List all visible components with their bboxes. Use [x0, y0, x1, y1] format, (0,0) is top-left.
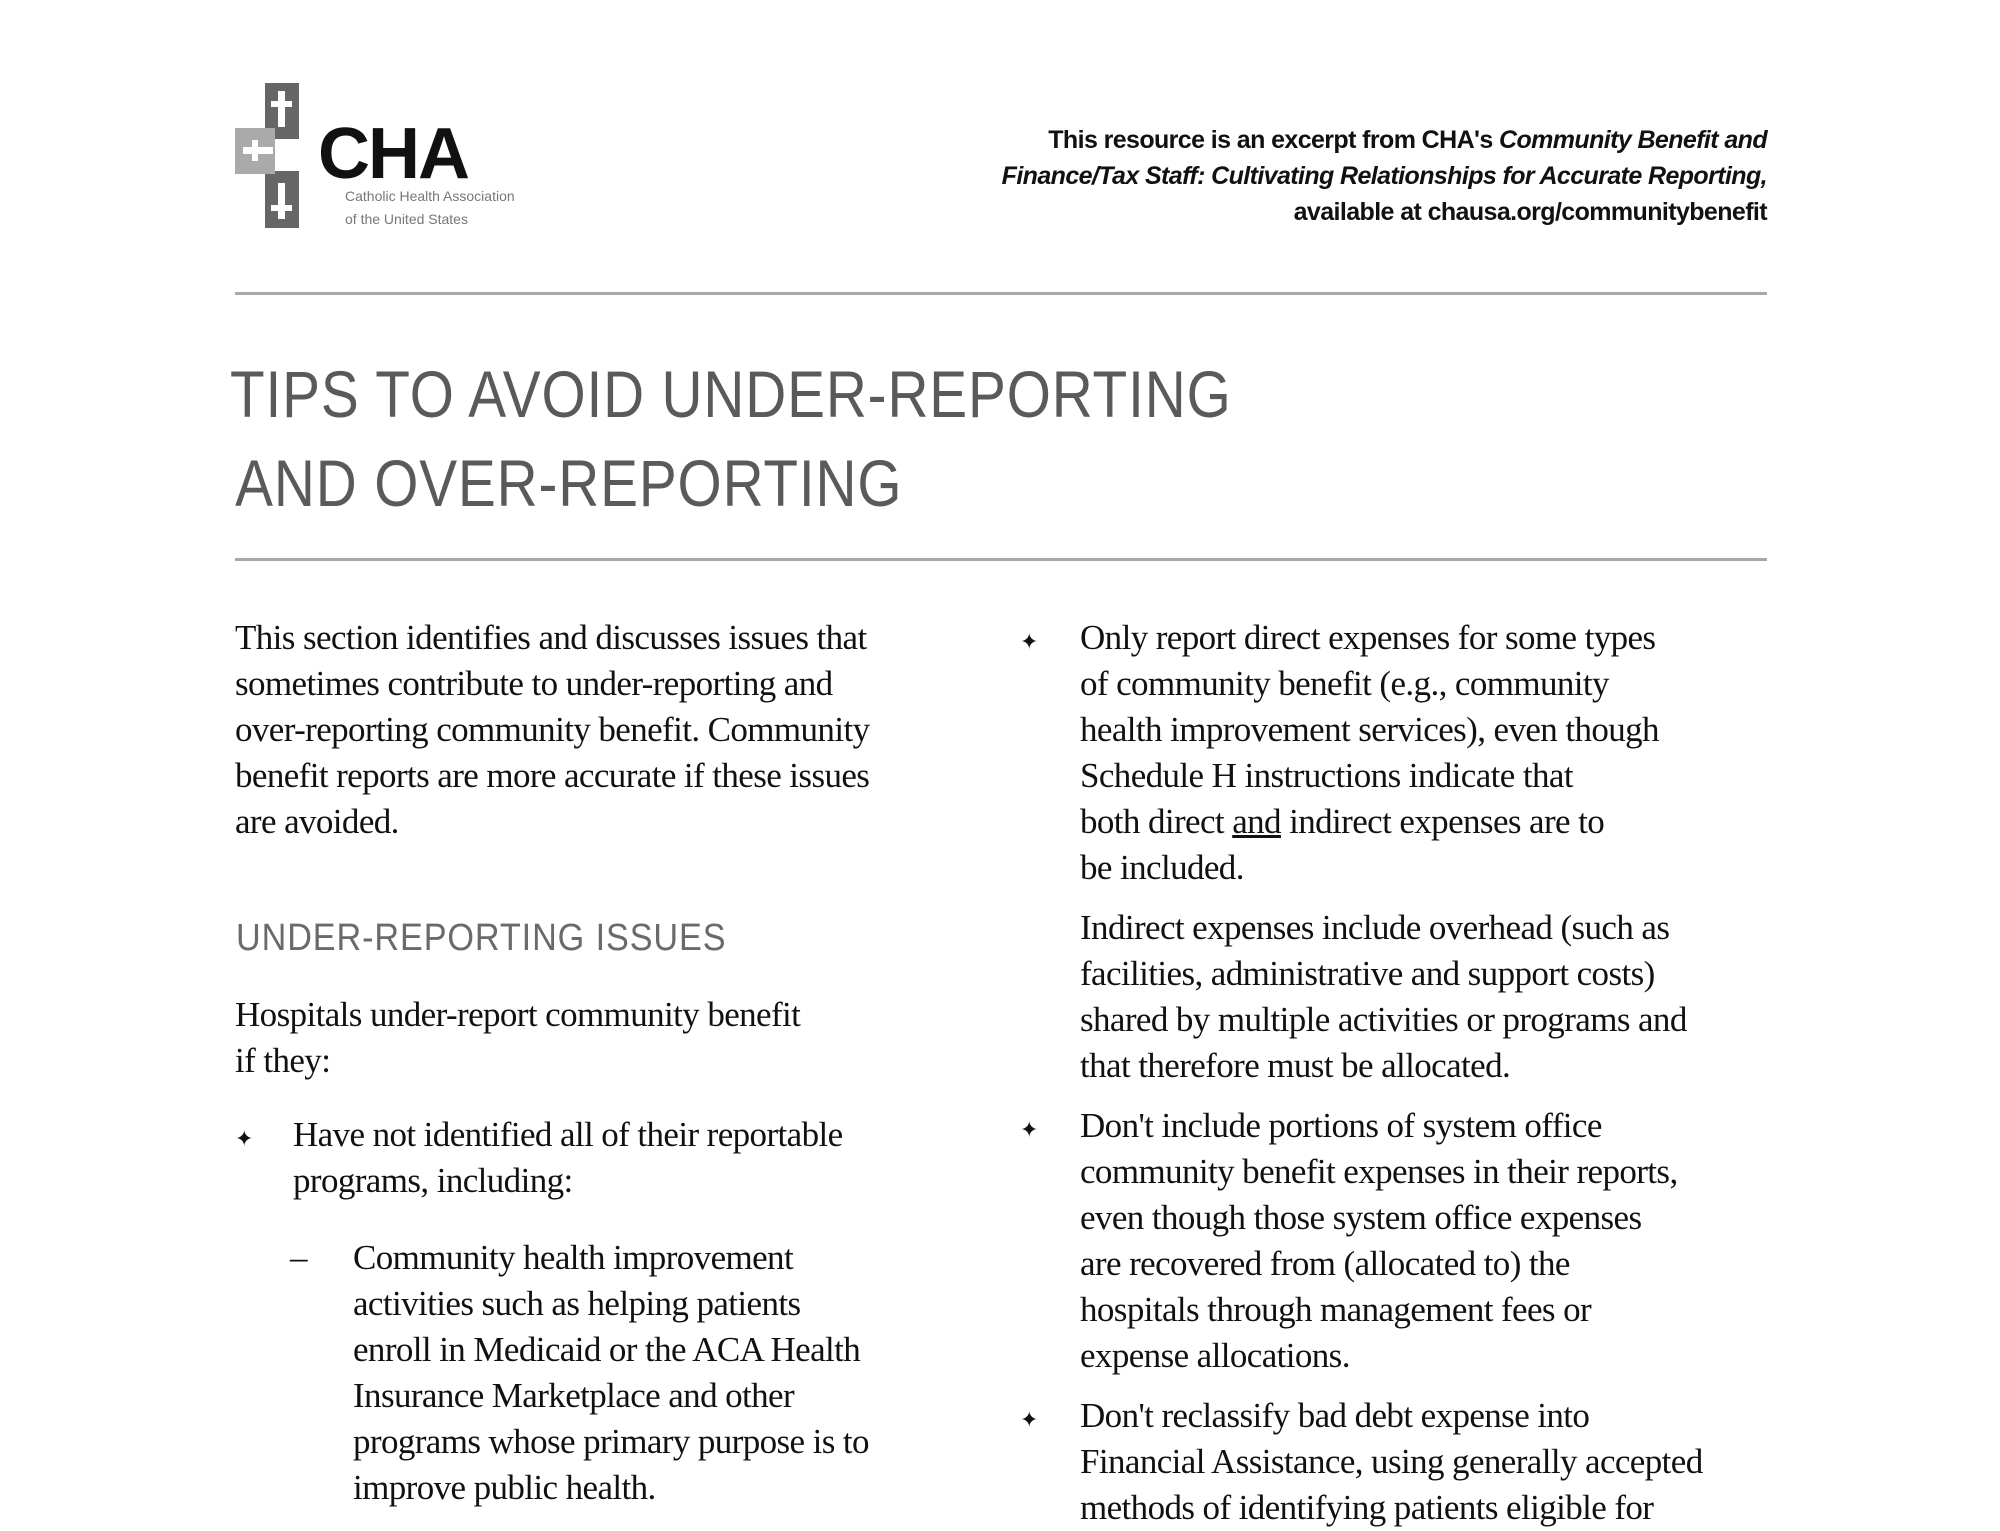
text-line: if they:: [235, 1041, 331, 1080]
dash-icon: –: [290, 1238, 307, 1277]
emphasis-text: and: [1232, 802, 1281, 841]
source-note: [1002, 122, 1767, 230]
text-line: Have not identified all of their reportable: [293, 1115, 843, 1154]
text-line: Don't include portions of system office: [1080, 1106, 1602, 1145]
bullet-icon: ✦: [1020, 629, 1039, 654]
intro-paragraph: [235, 615, 869, 845]
text-line: Insurance Marketplace and other: [353, 1376, 795, 1415]
bullet-icon: ✦: [1020, 1117, 1039, 1142]
bullet-item: [1080, 615, 1659, 891]
text-line: benefit reports are more accurate if these issues: [235, 756, 870, 795]
bullet-icon: ✦: [1020, 1407, 1039, 1432]
text-line: even though those system office expenses: [1080, 1198, 1642, 1237]
text-line: health improvement services), even though: [1080, 710, 1659, 749]
divider: [235, 558, 1767, 561]
text-line: hospitals through management fees or: [1080, 1290, 1592, 1329]
bullet-icon: ✦: [235, 1126, 254, 1151]
text-line: Financial Assistance, using generally accepted: [1080, 1442, 1703, 1481]
text-line: programs whose primary purpose is to: [353, 1422, 869, 1461]
text-line: of community benefit (e.g., community: [1080, 664, 1609, 703]
text-span: indirect expenses are to: [1280, 802, 1605, 841]
text-line: enroll in Medicaid or the ACA Health: [353, 1330, 861, 1369]
source-text: This resource is an excerpt from CHA's: [1048, 126, 1500, 154]
text-line: This section identifies and discusses issues that: [235, 618, 867, 657]
text-line: expense allocations.: [1080, 1336, 1350, 1375]
text-line: Community health improvement: [353, 1238, 794, 1277]
text-line: Don't reclassify bad debt expense into: [1080, 1396, 1590, 1435]
section-heading: UNDER-REPORTING ISSUES: [236, 917, 727, 959]
text-line: are recovered from (allocated to) the: [1080, 1244, 1570, 1283]
text-line: be included.: [1080, 848, 1244, 887]
text-line: Schedule H instructions indicate that: [1080, 756, 1573, 795]
text-line: programs, including:: [293, 1161, 573, 1200]
text-line: improve public health.: [353, 1468, 656, 1507]
text-line: are avoided.: [235, 802, 399, 841]
bullet-item: [1080, 1393, 1703, 1531]
text-line: [1080, 799, 1659, 845]
text-line: that therefore must be allocated.: [1080, 1046, 1511, 1085]
logo-subtitle: Catholic Health Association: [345, 188, 515, 204]
bullet-item: [293, 1112, 843, 1204]
text-line: methods of identifying patients eligible for: [1080, 1488, 1654, 1527]
title-line: AND OVER-REPORTING: [235, 446, 903, 520]
text-line: shared by multiple activities or programs and: [1080, 1000, 1687, 1039]
lead-paragraph: [235, 992, 800, 1084]
source-title: Finance/Tax Staff: Cultivating Relationships for Accurate Reporting,: [1001, 162, 1767, 190]
text-line: Indirect expenses include overhead (such as: [1080, 908, 1670, 947]
title-line: TIPS TO AVOID UNDER-REPORTING: [230, 357, 1232, 431]
text-line: over-reporting community benefit. Community: [235, 710, 870, 749]
text-line: facilities, administrative and support costs): [1080, 954, 1655, 993]
source-link-text: available at chausa.org/communitybenefit: [1293, 198, 1767, 226]
text-line: Hospitals under-report community benefit: [235, 995, 801, 1034]
source-title: Community Benefit and: [1499, 126, 1767, 154]
text-span: both direct: [1080, 802, 1233, 841]
divider: [235, 292, 1767, 295]
indirect-paragraph: [1080, 905, 1687, 1089]
text-line: community benefit expenses in their reports,: [1080, 1152, 1678, 1191]
text-line: sometimes contribute to under-reporting and: [235, 664, 833, 703]
page-title: [230, 350, 1232, 528]
bullet-item: [1080, 1103, 1678, 1379]
logo-wordmark: CHA: [318, 114, 468, 194]
text-line: Only report direct expenses for some types: [1080, 618, 1656, 657]
logo-subtitle: of the United States: [345, 211, 468, 227]
text-line: activities such as helping patients: [353, 1284, 801, 1323]
sub-bullet-item: [353, 1235, 869, 1511]
